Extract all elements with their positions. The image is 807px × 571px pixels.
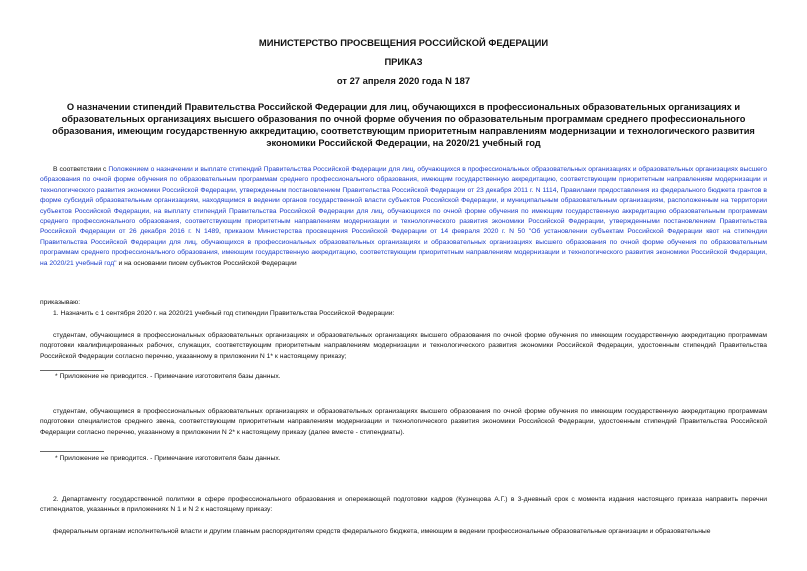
students-qualified-paragraph: студентам, обучающимся в профессиональных образовательных организациях и образовательных организациях высшего образования по очной форме обучения по имеющим государственную аккредитацию программам подготовки квалифицированных рабочих, служащих, соответствующим приоритетным направлениям модернизации и технологического развития экономики Российской Федерации, удостоенным стипендий Правительства Российской Федерации согласно перечню, указанному в приложении N 1* к настоящему приказу; [40, 332, 767, 360]
federal-bodies-paragraph: федеральным органам исполнительной власти и другим главным распорядителям средств федерального бюджета, имеющим в ведении профессиональные образовательные организации и образовательные [53, 528, 711, 535]
preamble-paragraph [40, 165, 767, 269]
regulation-link-2[interactable]: Правилами предоставления из федерального бюджета грантов в форме субсидий образовательным организациям, находящимся в ведении органов государственной власти субъектов Российской Федерации, и муниципальным образовательным организациям, расположенным на территории субъектов Российской Федерации, на выплату стипендий Правительства Российской Федерации для лиц, обучающихся по очной форме обучения по имеющим государственную аккредитацию образовательным программам среднего профессионального образования, соответствующим приоритетным направлениям модернизации и технологического развития экономики Российской Федерации, утвержденными постановлением Правительства Российской Федерации от 26 декабря 2016 г. N 1489 [40, 186, 767, 236]
document-title: О назначении стипендий Правительства Российской Федерации для лиц, обучающихся в профессиональных образовательных организациях и образовательных организациях высшего образования по очной форме обучения по образовательным программам среднего профессионального образования, имеющим государственную аккредитацию, соответствующим приоритетным направлениям модернизации и технологического развития экономики Российской Федерации, на 2020/21 учебный год [52, 102, 755, 148]
footnote-1: * Приложение не приводится. - Примечание изготовителя базы данных. [55, 373, 281, 380]
regulation-link-3[interactable]: приказом Министерства просвещения Российской Федерации от 14 февраля 2020 г. N 50 "Об установлении субъектам Российской Федерации квот на стипендии Правительства Российской Федерации для лиц, обучающихся в профессиональных образовательных организациях и образовательных организациях высшего образования по очной форме обучения по образовательным программам среднего профессионального образования, имеющим государственную аккредитацию, соответствующим приоритетным направлениям модернизации и технологического развития экономики Российской Федерации, на 2020/21 учебный год" [40, 228, 767, 267]
date-number: от 27 апреля 2020 года N 187 [336, 75, 471, 86]
footnote-separator-2 [40, 451, 104, 452]
preamble-text-1: В соответствии с [53, 166, 109, 173]
footnote-2: * Приложение не приводится. - Примечание изготовителя базы данных. [55, 455, 281, 462]
item-1: 1. Назначить с 1 сентября 2020 г. на 2020/21 учебный год стипендии Правительства Российской Федерации: [53, 310, 395, 317]
regulation-link-1[interactable]: Положением о назначении и выплате стипендий Правительства Российской Федерации для лиц, обучающихся в профессиональных образовательных организациях и образовательных организациях высшего образования по очной форме обучения по образовательным программам среднего профессионального образования, имеющим государственную аккредитацию, соответствующим приоритетным направлениям модернизации и технологического развития экономики Российской Федерации, утвержденным постановлением Правительства Российской Федерации от 23 декабря 2011 г. N 1114 [40, 166, 768, 194]
ministry-heading: МИНИСТЕРСТВО ПРОСВЕЩЕНИЯ РОССИЙСКОЙ ФЕДЕРАЦИИ [258, 37, 549, 48]
item-2: 2. Департаменту государственной политики в сфере профессионального образования и опережающей подготовки кадров (Кузнецова А.Г.) в 3-дневный срок с момента издания настоящего приказа направить перечни стипендиатов, указанных в приложениях N 1 и N 2 к настоящему приказу: [40, 496, 767, 514]
students-specialists-paragraph: студентам, обучающимся в профессиональных образовательных организациях и образовательных организациях высшего образования по очной форме обучения по имеющим государственную аккредитацию программам подготовки специалистов среднего звена, соответствующим приоритетным направлениям модернизации и технологического развития экономики Российской Федерации, удостоенным стипендий Правительства Российской Федерации согласно перечню, указанному в приложении N 2* к настоящему приказу (далее вместе - стипендиаты). [40, 408, 767, 436]
preamble-text-2: , [556, 186, 561, 194]
preamble-text-4: и на основании писем субъектов Российской Федерации [116, 259, 297, 267]
footnote-separator-1 [40, 370, 104, 371]
doc-type-heading: ПРИКАЗ [384, 56, 423, 67]
order-word: приказываю: [40, 299, 81, 306]
preamble-text-3: , [218, 228, 225, 236]
